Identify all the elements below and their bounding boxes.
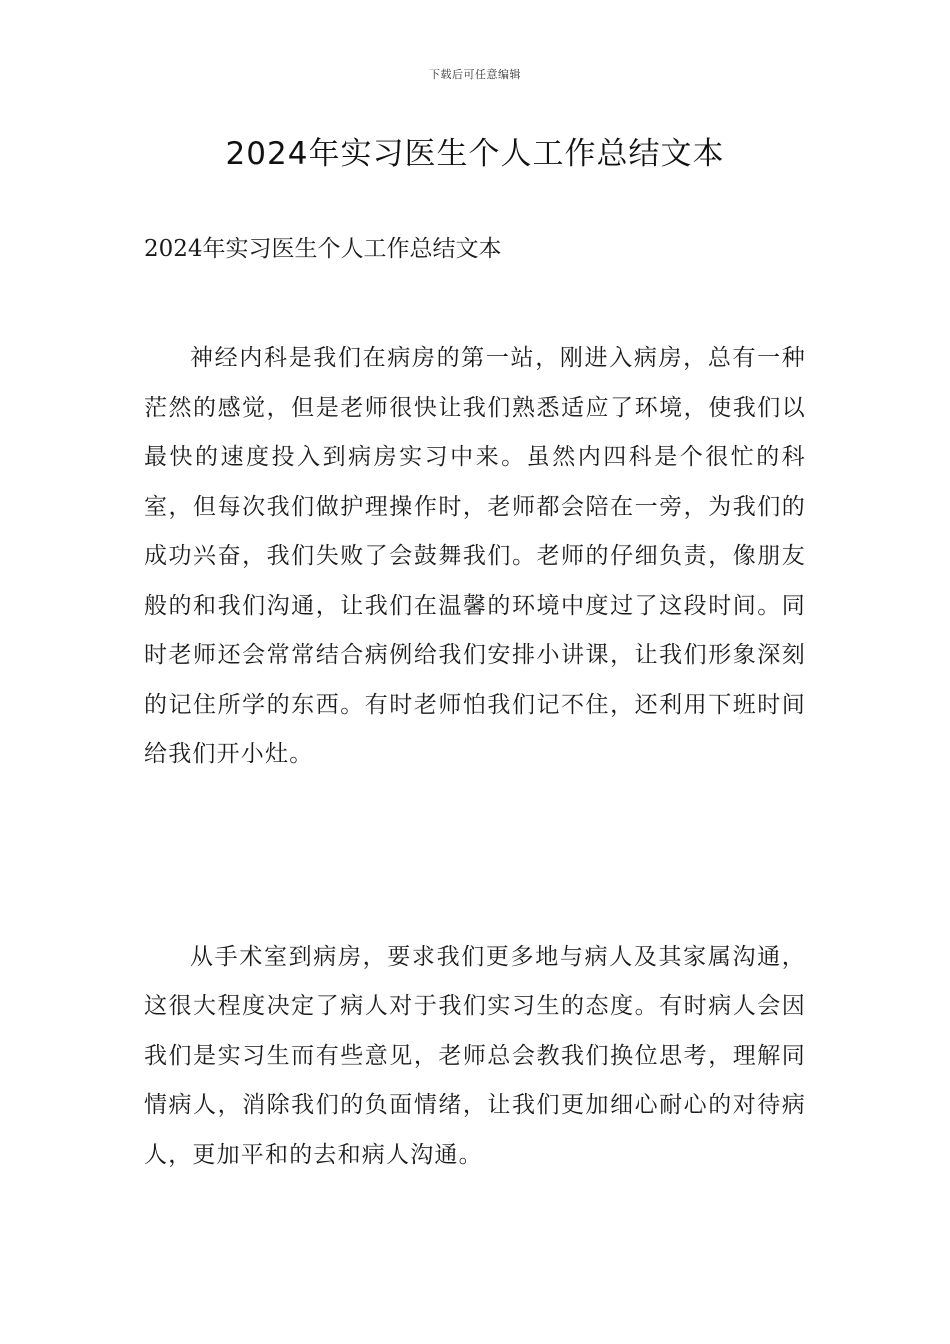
header-note: 下载后可任意编辑 [429, 68, 521, 81]
paragraph-neurology: 神经内科是我们在病房的第一站，刚进入病房，总有一种茫然的感觉，但是老师很快让我们熟悉适应了环境，使我们以最快的速度投入到病房实习中来。虽然内四科是个很忙的科室，但每次我们做护理操作时，老师都会陪在一旁，为我们的成功兴奋，我们失败了会鼓舞我们。老师的仔细负责，像朋友般的和我们沟通，让我们在温馨的环境中度过了这段时间。同时老师还会常常结合病例给我们安排小讲课，让我们形象深刻的记住所学的东西。有时老师怕我们记不住，还利用下班时间给我们开小灶。 [144, 345, 806, 767]
document-subtitle: 2024年实习医生个人工作总结文本 [144, 236, 502, 262]
paragraph-ward-communication: 从手术室到病房，要求我们更多地与病人及其家属沟通，这很大程度决定了病人对于我们实习生的态度。有时病人会因我们是实习生而有些意见，老师总会教我们换位思考，理解同情病人，消除我们的负面情绪，让我们更加细心耐心的对待病人，更加平和的去和病人沟通。 [144, 943, 806, 1168]
document-title: 2024年实习医生个人工作总结文本 [225, 136, 725, 172]
document-body [144, 228, 806, 1180]
